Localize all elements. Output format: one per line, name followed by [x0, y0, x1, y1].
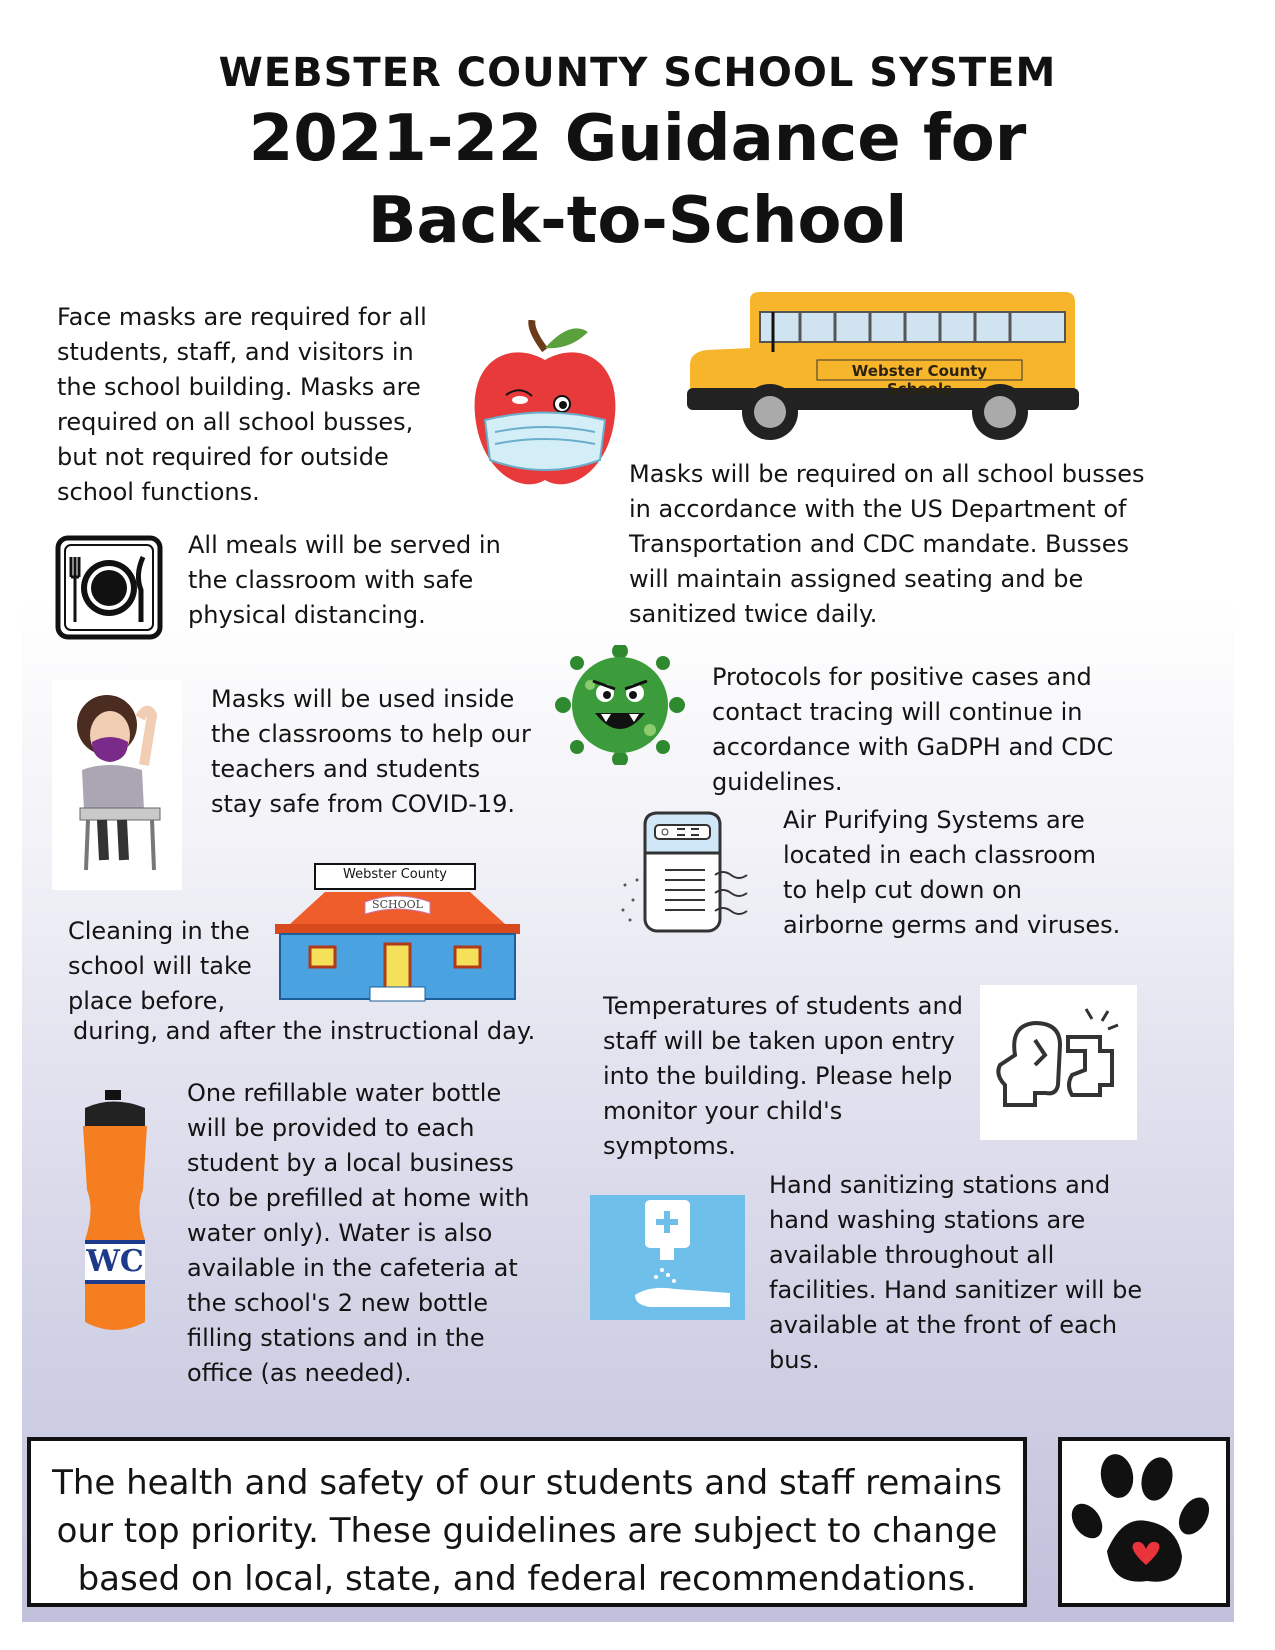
temperature-text: Temperatures of students and staff will be taken upon entry into the building. Please help monitor your child's symptoms. — [603, 992, 963, 1160]
cleaning-text-b: during, and after the instructional day. — [73, 1017, 536, 1045]
apple-mask-icon — [470, 320, 620, 495]
meals-text: All meals will be served in the classroom with safe physical distancing. — [188, 531, 501, 629]
school-sign-label: Webster County — [343, 867, 447, 882]
bottle-logo-text: WC — [86, 1244, 144, 1279]
footer-text — [31, 1459, 1023, 1603]
plate-fork-knife-icon — [55, 535, 163, 640]
cleaning-text-a: Cleaning in the school will take place before, — [68, 917, 252, 1015]
school-banner-label: SCHOOL — [372, 898, 423, 911]
water-bottle-text: One refillable water bottle will be provided to each student by a local business (to be prefilled at home with water only). Water is also available in the cafeteria at the school's 2 new bottle filling stations and in the office (as needed). — [187, 1079, 530, 1387]
hand-sanitizer-icon — [590, 1195, 745, 1320]
bus-sign-label: Webster County Schools — [851, 362, 988, 398]
page-title-line1: 2021-22 Guidance for — [248, 102, 1027, 176]
school-bus-icon — [685, 290, 1080, 450]
air-purifying-text: Air Purifying Systems are located in each classroom to help cut down on airborne germs and viruses. — [783, 806, 1121, 939]
footer-line-3: based on local, state, and federal recommendations. — [77, 1559, 977, 1599]
water-bottle-icon — [75, 1090, 155, 1335]
temperature-check-icon — [980, 985, 1137, 1140]
air-purifier-icon — [615, 805, 755, 935]
sanitizing-text: Hand sanitizing stations and hand washing stations are available throughout all facilities. Hand sanitizer will be available at the front of each bus. — [769, 1171, 1143, 1374]
footer-line-2: our top priority. These guidelines are subject to change — [56, 1511, 998, 1551]
virus-icon — [555, 645, 685, 765]
paw-heart-icon — [1062, 1441, 1226, 1603]
masks-classroom-text: Masks will be used inside the classrooms to help our teachers and students stay safe from COVID-19. — [211, 685, 531, 818]
masks-building-text: Face masks are required for all students, staff, and visitors in the school building. Masks are required on all school busses, but not required for outside school functions. — [57, 303, 427, 506]
footer-line-1: The health and safety of our students and staff remains — [52, 1463, 1002, 1503]
protocols-text: Protocols for positive cases and contact tracing will continue in accordance with GaDPH and CDC guidelines. — [712, 663, 1114, 796]
bus-masks-text: Masks will be required on all school busses in accordance with the US Department of Transportation and CDC mandate. Busses will maintain assigned seating and be sanitized twice daily. — [629, 460, 1145, 628]
organization-name: WEBSTER COUNTY SCHOOL SYSTEM — [218, 50, 1057, 96]
page-title-line2: Back-to-School — [367, 184, 908, 258]
school-building-icon — [270, 862, 525, 1007]
student-desk-icon — [52, 680, 182, 890]
footer-notice — [27, 1437, 1027, 1607]
paw-logo — [1058, 1437, 1230, 1607]
